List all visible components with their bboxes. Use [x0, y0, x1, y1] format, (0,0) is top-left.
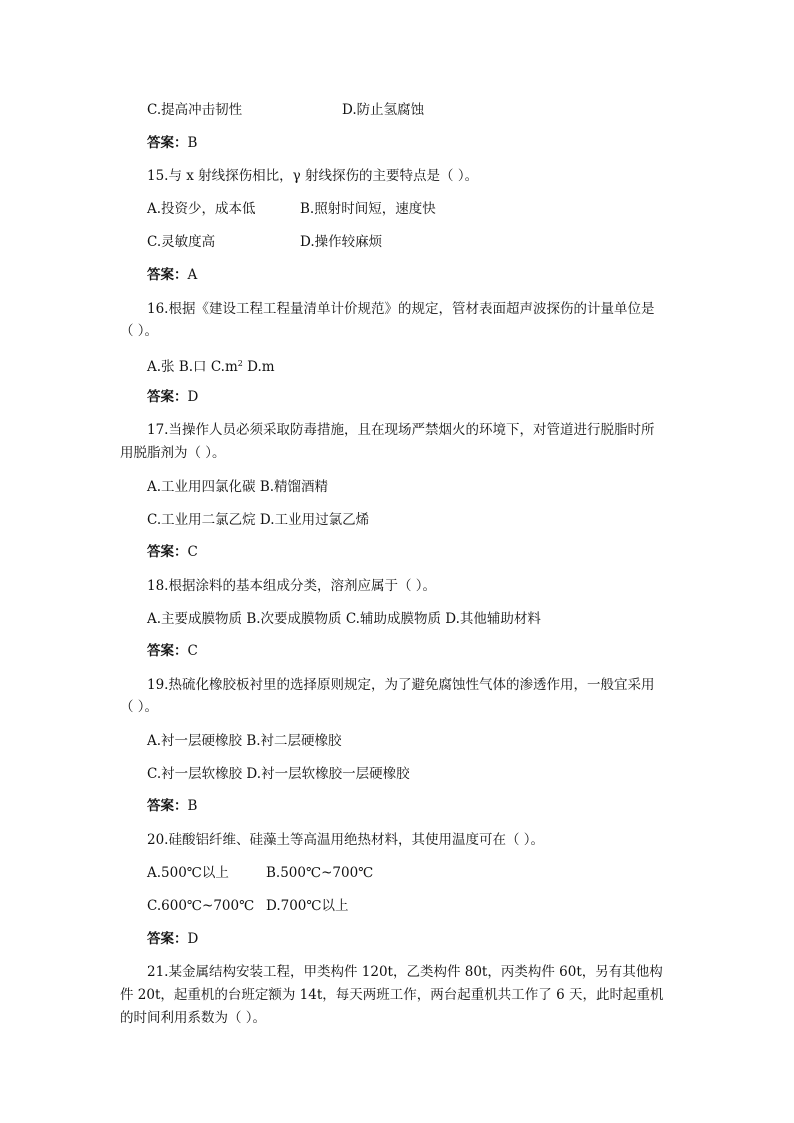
q15-stem: 15.与 x 射线探伤相比，γ 射线探伤的主要特点是（ ）。 — [147, 168, 479, 184]
q15-options-ab — [147, 199, 436, 219]
q20-option-c: C.600℃~700℃ — [147, 898, 255, 914]
q19-answer — [147, 796, 197, 816]
q21-stem-line1: 21.某金属结构安装工程，甲类构件 120t，乙类构件 80t，丙类构件 60t，另有其他构 — [147, 964, 663, 980]
q16-options-abc: A.张 B.口 C.m — [147, 359, 238, 375]
q20-option-d: D.700℃以上 — [266, 898, 349, 914]
answer-label: 答案： — [147, 643, 188, 659]
q19-stem-line2: （ ）。 — [120, 699, 159, 715]
q16-stem-line1: 16.根据《建设工程工程量清单计价规范》的规定，管材表面超声波探伤的计量单位是 — [147, 301, 655, 317]
q21-stem-line2: 件 20t，起重机的台班定额为 14t，每天两班工作，两台起重机共工作了 6 天，此时起重机 — [120, 987, 664, 1003]
q18-options: A.主要成膜物质 B.次要成膜物质 C.辅助成膜物质 D.其他辅助材料 — [147, 611, 541, 627]
q16-stem-line2: （ ）。 — [120, 323, 159, 339]
answer-label: 答案： — [147, 931, 188, 947]
answer-label: 答案： — [147, 798, 188, 814]
q18-stem: 18.根据涂料的基本组成分类，溶剂应属于（ ）。 — [147, 578, 437, 594]
q18-answer — [147, 641, 198, 661]
q20-answer — [147, 929, 198, 949]
answer-value: C — [187, 544, 198, 560]
answer-label: 答案： — [147, 389, 188, 405]
q15-answer — [147, 265, 197, 285]
q14-option-d: D.防止氢腐蚀 — [342, 102, 425, 118]
answer-value: B — [187, 135, 198, 151]
q15-option-b: B.照射时间短，速度快 — [300, 201, 436, 217]
q20-stem: 20.硅酸铝纤维、硅藻土等高温用绝热材料，其使用温度可在（ ）。 — [147, 832, 545, 848]
q14-options-cd — [147, 100, 425, 120]
q15-option-d: D.操作较麻烦 — [300, 234, 383, 250]
answer-label: 答案： — [147, 135, 188, 151]
answer-label: 答案： — [147, 267, 188, 283]
answer-label: 答案： — [147, 544, 188, 560]
q14-option-c: C.提高冲击韧性 — [147, 102, 243, 118]
q14-answer — [147, 133, 197, 153]
q15-option-c: C.灵敏度高 — [147, 234, 216, 250]
q16-superscript: 2 — [237, 359, 243, 368]
q20-options-cd — [147, 896, 349, 916]
q16-options — [147, 354, 275, 377]
q16-answer — [147, 387, 198, 407]
q20-options-ab — [147, 863, 374, 883]
q19-options-cd: C.衬一层软橡胶 D.衬一层软橡胶一层硬橡胶 — [147, 766, 410, 782]
answer-value: B — [187, 798, 198, 814]
answer-value: D — [187, 389, 199, 405]
q19-options-ab: A.衬一层硬橡胶 B.衬二层硬橡胶 — [147, 733, 342, 749]
q17-answer — [147, 542, 198, 562]
q17-options-ab: A.工业用四氯化碳 B.精馏酒精 — [147, 479, 329, 495]
answer-value: D — [187, 931, 199, 947]
q20-option-b: B.500℃~700℃ — [266, 865, 374, 881]
answer-value: A — [187, 267, 198, 283]
q16-option-d: D.m — [242, 359, 275, 375]
q17-stem-line1: 17.当操作人员必须采取防毒措施，且在现场严禁烟火的环境下，对管道进行脱脂时所 — [147, 422, 655, 438]
q19-stem-line1: 19.热硫化橡胶板衬里的选择原则规定，为了避免腐蚀性气体的渗透作用，一般宜采用 — [147, 677, 655, 693]
q15-option-a: A.投资少，成本低 — [147, 201, 256, 217]
q21-stem-line3: 的时间利用系数为（ ）。 — [120, 1010, 267, 1026]
q17-options-cd: C.工业用二氯乙烷 D.工业用过氯乙烯 — [147, 512, 370, 528]
q17-stem-line2: 用脱脂剂为（ ）。 — [120, 445, 226, 461]
answer-value: C — [187, 643, 198, 659]
q15-options-cd — [147, 232, 383, 252]
q20-option-a: A.500℃以上 — [147, 865, 229, 881]
